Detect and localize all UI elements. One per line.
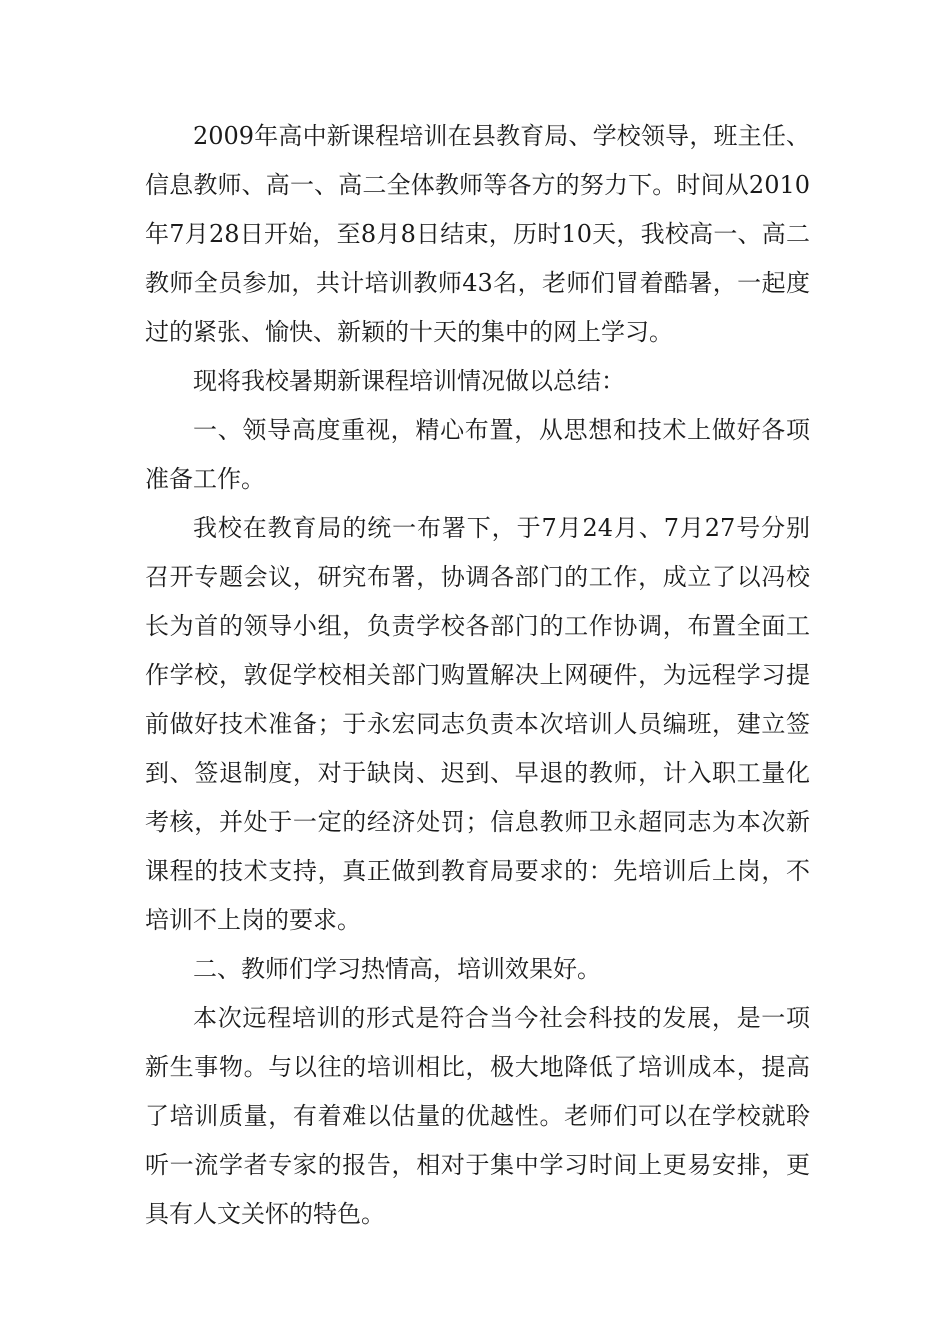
section-heading-2: 二、教师们学习热情高，培训效果好。 — [193, 955, 601, 983]
section-heading-1: 一、领导高度重视，精心布置，从思想和技术上做好各项准备工作。 — [145, 416, 810, 493]
paragraph-summary-lead: 现将我校暑期新课程培训情况做以总结： — [193, 367, 625, 395]
paragraph-section-1-body: 我校在教育局的统一布署下，于7月24月、7月27号分别召开专题会议，研究布署，协调各部门的工作，成立了以冯校长为首的领导小组，负责学校各部门的工作协调，布置全面工作学校，敦促学校相关部门购置解决上网硬件，为远程学习提前做好技术准备；于永宏同志负责本次培训人员编班，建立签到、签退制度，对于缺岗、迟到、早退的教师，计入职工量化考核，并处于一定的经济处罚；信息教师卫永超同志为本次新课程的技术支持，真正做到教育局要求的：先培训后上岗，不培训不上岗的要求。 — [145, 514, 810, 934]
paragraph-intro: 2009年高中新课程培训在县教育局、学校领导，班主任、信息教师、高一、高二全体教师等各方的努力下。时间从2010年7月28日开始，至8月8日结束，历时10天，我校高一、高二教师全员参加，共计培训教师43名，老师们冒着酷暑，一起度过的紧张、愉快、新颖的十天的集中的网上学习。 — [145, 122, 810, 346]
document-body — [145, 112, 810, 1239]
paragraph-section-2-body: 本次远程培训的形式是符合当今社会科技的发展，是一项新生事物。与以往的培训相比，极大地降低了培训成本，提高了培训质量，有着难以估量的优越性。老师们可以在学校就聆听一流学者专家的报告，相对于集中学习时间上更易安排，更具有人文关怀的特色。 — [145, 1004, 810, 1228]
